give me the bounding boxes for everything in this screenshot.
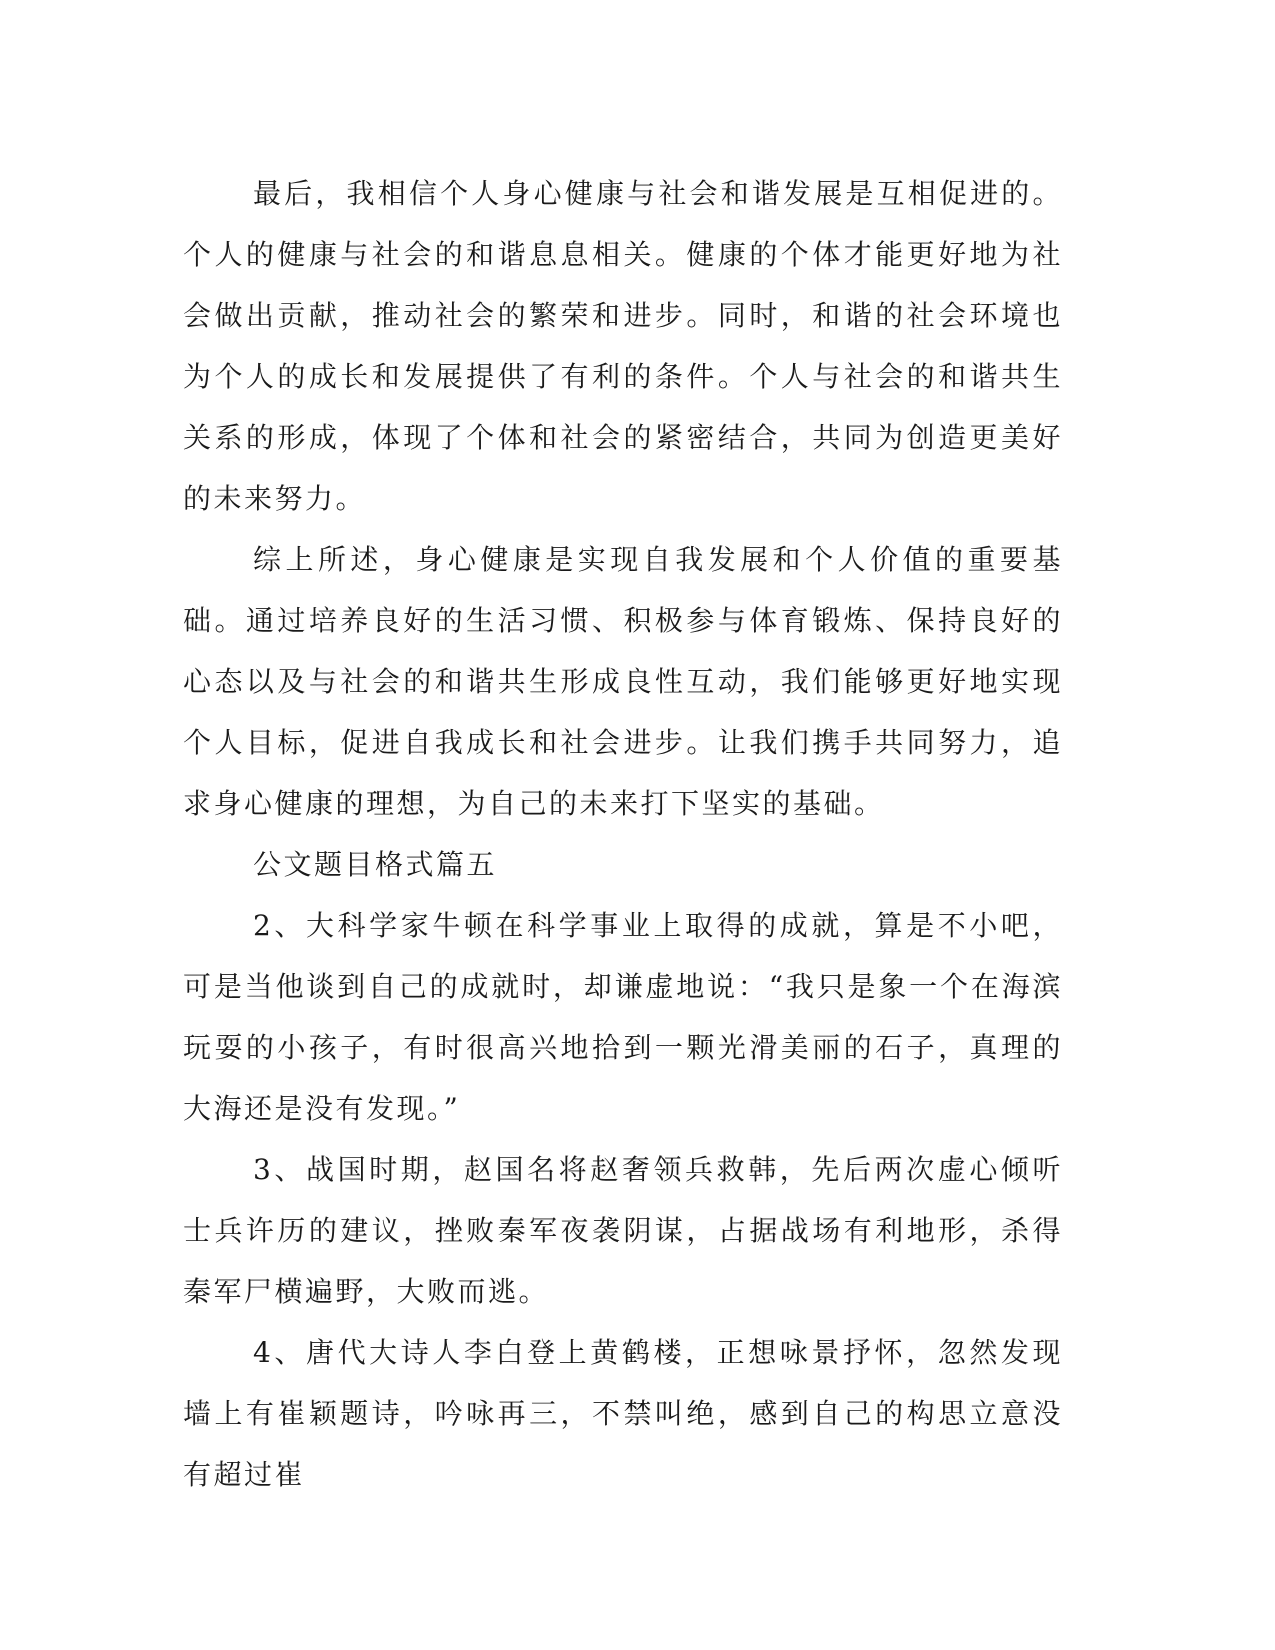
paragraph-conclusion-1: 最后，我相信个人身心健康与社会和谐发展是互相促进的。个人的健康与社会的和谐息息相关。健康的个体才能更好地为社会做出贡献，推动社会的繁荣和进步。同时，和谐的社会环境也为个人的成长和发展提供了有利的条件。个人与社会的和谐共生关系的形成，体现了个体和社会的紧密结合，共同为创造更美好的未来努力。 xyxy=(183,177,1063,515)
paragraph-conclusion-2: 综上所述，身心健康是实现自我发展和个人价值的重要基础。通过培养良好的生活习惯、积极参与体育锻炼、保持良好的心态以及与社会的和谐共生形成良性互动，我们能够更好地实现个人目标，促进自我成长和社会进步。让我们携手共同努力，追求身心健康的理想，为自己的未来打下坚实的基础。 xyxy=(183,543,1063,820)
document-body xyxy=(183,163,1063,1505)
list-item: 3、战国时期，赵国名将赵奢领兵救韩，先后两次虚心倾听士兵许历的建议，挫败秦军夜袭阴谋，占据战场有利地形，杀得秦军尸横遍野，大败而逃。 xyxy=(183,1153,1063,1308)
list-item: 4、唐代大诗人李白登上黄鹤楼，正想咏景抒怀，忽然发现墙上有崔颖题诗，吟咏再三，不禁叫绝，感到自己的构思立意没有超过崔 xyxy=(183,1336,1063,1491)
list-item: 2、大科学家牛顿在科学事业上取得的成就，算是不小吧，可是当他谈到自己的成就时，却谦虚地说：“我只是象一个在海滨玩耍的小孩子，有时很高兴地拾到一颗光滑美丽的石子，真理的大海还是没有发现。” xyxy=(183,909,1063,1125)
section-heading: 公文题目格式篇五 xyxy=(253,848,498,881)
